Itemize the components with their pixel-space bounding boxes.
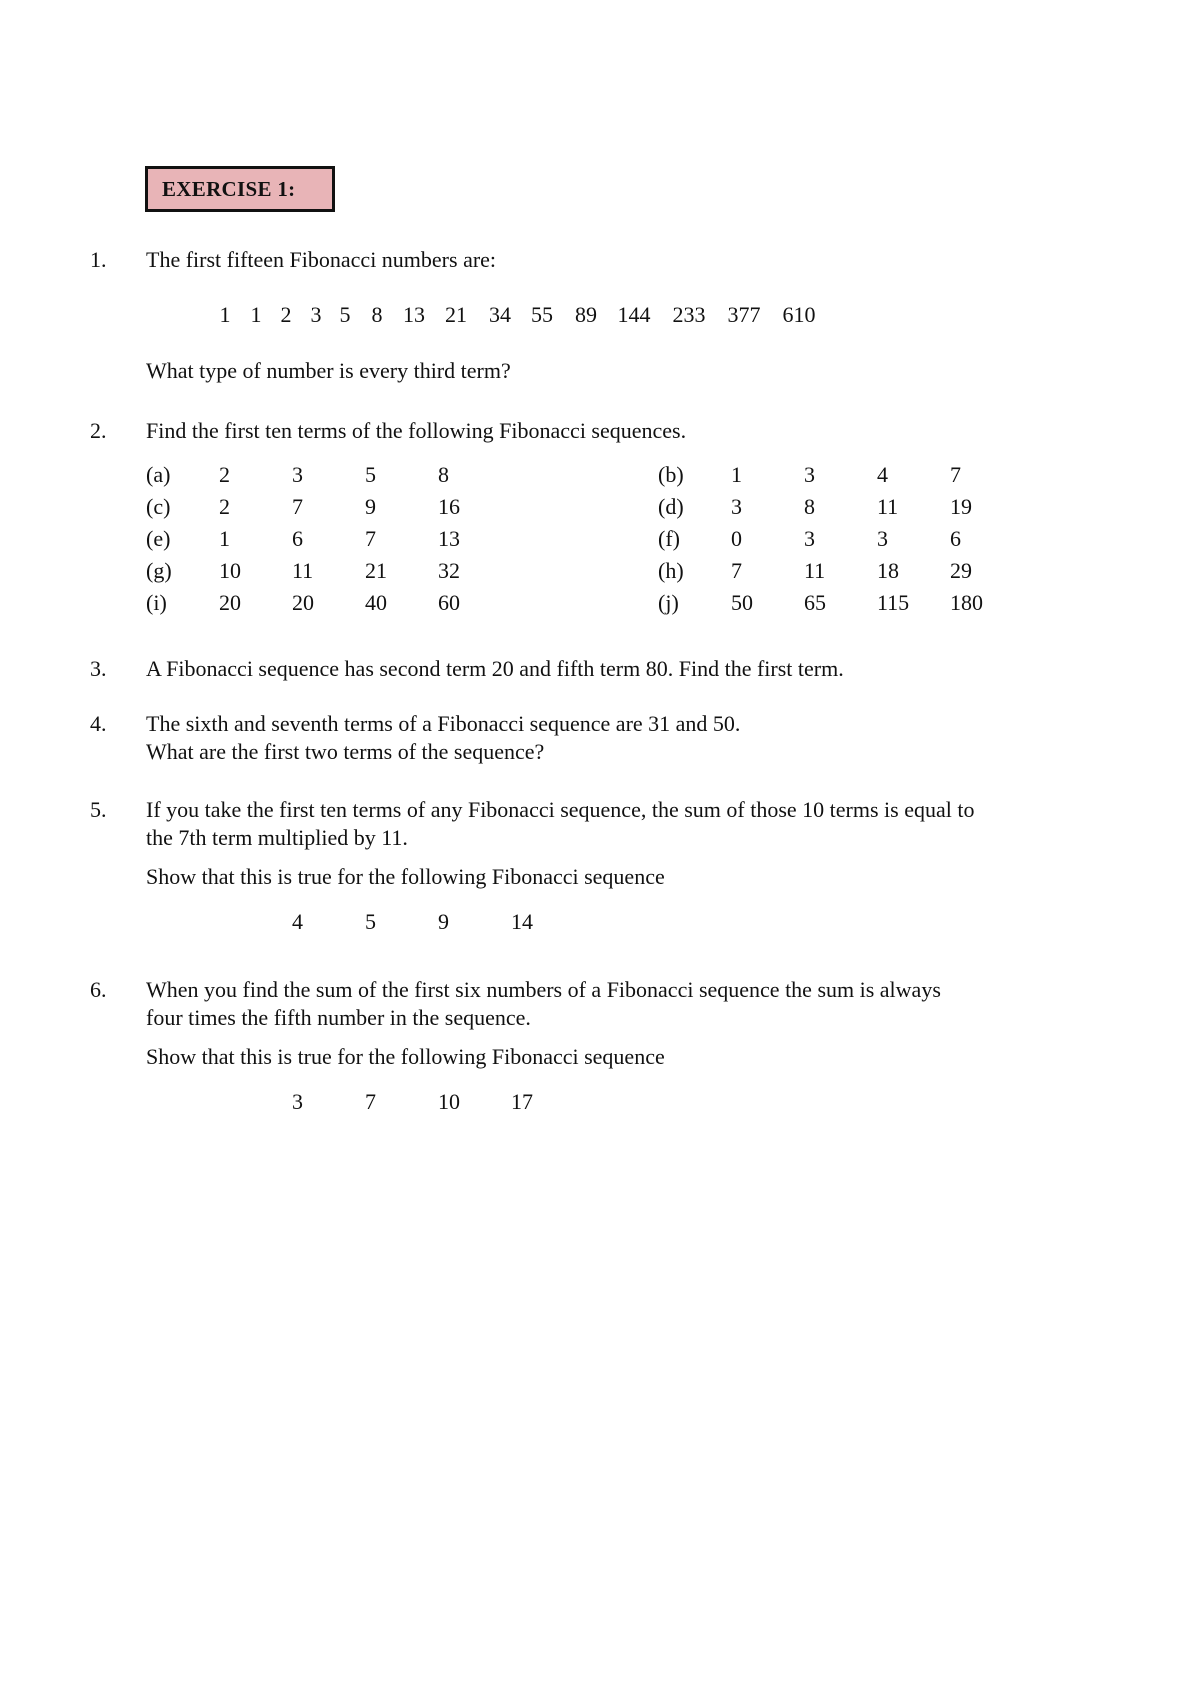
sequence-term: 11 bbox=[292, 558, 314, 583]
sequence-label: (b) bbox=[658, 462, 684, 487]
sequence-term: 7 bbox=[365, 1089, 376, 1114]
sequence-term: 3 bbox=[310, 302, 322, 327]
sequence-term: 6 bbox=[292, 526, 303, 551]
question-6-line-2: four times the fifth number in the sequence. bbox=[146, 1005, 531, 1030]
sequence-term: 1 bbox=[250, 302, 262, 327]
sequence-term: 10 bbox=[438, 1089, 460, 1114]
sequence-term: 2 bbox=[219, 494, 230, 519]
sequence-term: 20 bbox=[219, 590, 241, 615]
question-5-number: 5. bbox=[90, 797, 107, 822]
sequence-term: 10 bbox=[219, 558, 241, 583]
sequence-term: 17 bbox=[511, 1089, 533, 1114]
sequence-term: 377 bbox=[727, 302, 761, 327]
sequence-term: 3 bbox=[804, 526, 815, 551]
question-1-question: What type of number is every third term? bbox=[146, 358, 511, 383]
sequence-term: 20 bbox=[292, 590, 314, 615]
sequence-term: 34 bbox=[489, 302, 511, 327]
sequence-term: 9 bbox=[365, 494, 376, 519]
exercise-title: EXERCISE 1: bbox=[145, 166, 335, 212]
sequence-term: 610 bbox=[782, 302, 816, 327]
sequence-term: 2 bbox=[219, 462, 230, 487]
sequence-term: 7 bbox=[950, 462, 961, 487]
sequence-term: 3 bbox=[292, 462, 303, 487]
sequence-term: 65 bbox=[804, 590, 826, 615]
question-4-number: 4. bbox=[90, 711, 107, 736]
sequence-term: 3 bbox=[804, 462, 815, 487]
sequence-term: 7 bbox=[731, 558, 742, 583]
question-2-text: Find the first ten terms of the following Fibonacci sequences. bbox=[146, 418, 687, 443]
sequence-term: 29 bbox=[950, 558, 972, 583]
sequence-term: 50 bbox=[731, 590, 753, 615]
sequence-term: 5 bbox=[339, 302, 351, 327]
sequence-term: 1 bbox=[731, 462, 742, 487]
sequence-term: 8 bbox=[438, 462, 449, 487]
sequence-label: (a) bbox=[146, 462, 171, 487]
sequence-term: 4 bbox=[292, 909, 303, 934]
sequence-term: 115 bbox=[877, 590, 910, 615]
sequence-term: 14 bbox=[511, 909, 533, 934]
sequence-term: 18 bbox=[877, 558, 899, 583]
question-6-line-1: When you find the sum of the first six numbers of a Fibonacci sequence the sum is always bbox=[146, 977, 941, 1002]
sequence-term: 5 bbox=[365, 462, 376, 487]
sequence-term: 3 bbox=[731, 494, 742, 519]
sequence-label: (j) bbox=[658, 590, 679, 615]
question-6-number: 6. bbox=[90, 977, 107, 1002]
sequence-term: 233 bbox=[672, 302, 706, 327]
sequence-term: 40 bbox=[365, 590, 387, 615]
question-1-text: The first fifteen Fibonacci numbers are: bbox=[146, 247, 497, 272]
sequence-term: 7 bbox=[365, 526, 376, 551]
sequence-term: 0 bbox=[731, 526, 742, 551]
question-6-instruction: Show that this is true for the following Fibonacci sequence bbox=[146, 1044, 665, 1069]
question-4-line-1: The sixth and seventh terms of a Fibonacci sequence are 31 and 50. bbox=[146, 711, 741, 736]
sequence-term: 21 bbox=[445, 302, 467, 327]
sequence-label: (e) bbox=[146, 526, 171, 551]
question-1-number: 1. bbox=[90, 247, 107, 272]
sequence-term: 8 bbox=[804, 494, 815, 519]
sequence-term: 89 bbox=[575, 302, 597, 327]
sequence-term: 11 bbox=[804, 558, 826, 583]
sequence-term: 13 bbox=[403, 302, 425, 327]
question-4-line-2: What are the first two terms of the sequence? bbox=[146, 739, 545, 764]
sequence-term: 5 bbox=[365, 909, 376, 934]
question-2-number: 2. bbox=[90, 418, 107, 443]
sequence-label: (g) bbox=[146, 558, 172, 583]
sequence-term: 1 bbox=[219, 302, 231, 327]
sequence-term: 60 bbox=[438, 590, 460, 615]
sequence-label: (f) bbox=[658, 526, 680, 551]
sequence-label: (c) bbox=[146, 494, 171, 519]
sequence-term: 7 bbox=[292, 494, 303, 519]
sequence-term: 180 bbox=[950, 590, 983, 615]
sequence-term: 2 bbox=[280, 302, 292, 327]
sequence-term: 8 bbox=[371, 302, 383, 327]
question-5-line-2: the 7th term multiplied by 11. bbox=[146, 825, 408, 850]
sequence-label: (i) bbox=[146, 590, 167, 615]
sequence-term: 3 bbox=[877, 526, 888, 551]
sequence-term: 4 bbox=[877, 462, 888, 487]
sequence-term: 6 bbox=[950, 526, 961, 551]
sequence-term: 3 bbox=[292, 1089, 303, 1114]
sequence-term: 21 bbox=[365, 558, 387, 583]
sequence-term: 11 bbox=[877, 494, 899, 519]
sequence-term: 13 bbox=[438, 526, 460, 551]
sequence-term: 16 bbox=[438, 494, 460, 519]
question-5-instruction: Show that this is true for the following Fibonacci sequence bbox=[146, 864, 665, 889]
sequence-term: 19 bbox=[950, 494, 972, 519]
sequence-term: 9 bbox=[438, 909, 449, 934]
sequence-term: 55 bbox=[531, 302, 553, 327]
question-3-number: 3. bbox=[90, 656, 107, 681]
sequence-term: 144 bbox=[617, 302, 651, 327]
question-3-text: A Fibonacci sequence has second term 20 and fifth term 80. Find the first term. bbox=[146, 656, 844, 681]
question-5-line-1: If you take the first ten terms of any Fibonacci sequence, the sum of those 10 terms is equal to bbox=[146, 797, 975, 822]
sequence-label: (d) bbox=[658, 494, 684, 519]
sequence-term: 32 bbox=[438, 558, 460, 583]
sequence-label: (h) bbox=[658, 558, 684, 583]
sequence-term: 1 bbox=[219, 526, 230, 551]
